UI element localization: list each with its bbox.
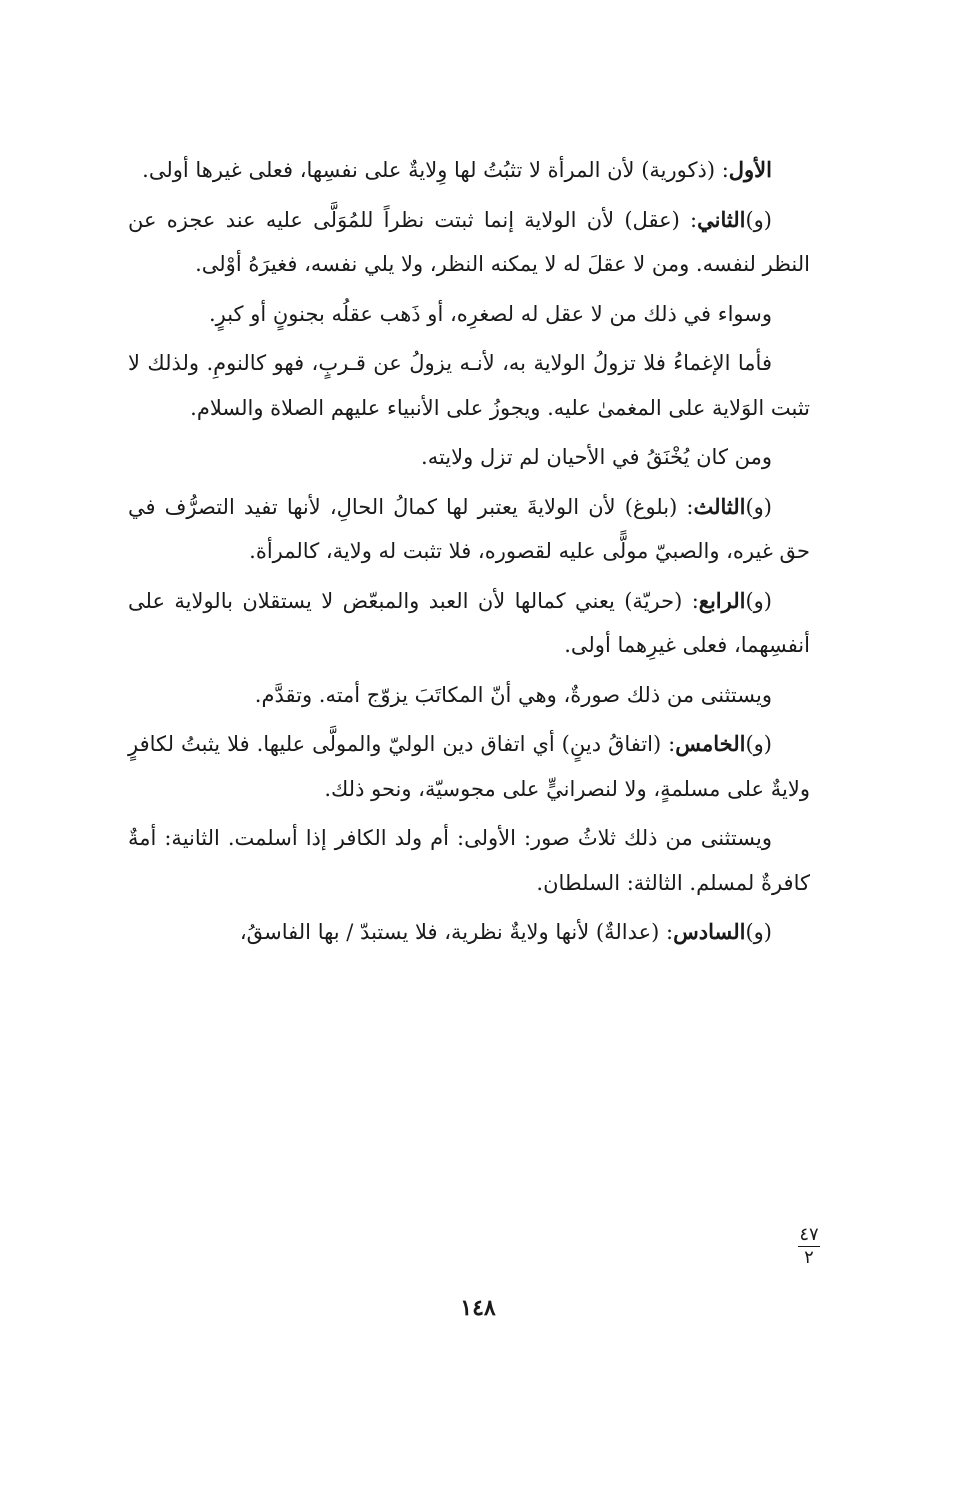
term-label: الثالث xyxy=(693,493,746,519)
paragraph-6 xyxy=(128,485,810,574)
paragraph-text: ويستثنى من ذلك صورةٌ، وهي أنّ المكاتَبَ يزوّج أمته. وتقدَّم. xyxy=(254,682,772,707)
paragraph-7 xyxy=(128,579,810,668)
conjunction-prefix: (و) xyxy=(745,732,772,756)
paragraph-2 xyxy=(128,198,810,287)
term-label: السادس xyxy=(673,919,746,944)
paragraph-text: ويستثنى من ذلك ثلاثُ صور: الأولى: أم ولد الكافر إذا أسلمت. الثانية: أمةٌ كافرةٌ لمسلم. الثالثة: السلطان. xyxy=(128,826,810,895)
page-number: ١٤٨ xyxy=(460,1295,496,1321)
term-label: الخامس xyxy=(675,731,746,756)
conjunction-prefix: (و) xyxy=(745,207,772,232)
term-label: الأول xyxy=(728,157,772,182)
paragraph-text: : (عدالةٌ) لأنها ولايةٌ نظرية، فلا يستبدّ / بها الفاسقُ، xyxy=(239,920,674,944)
paragraph-text: : (عقل) لأن الولاية إنما ثبتت نظراً للمُوَلَّى عليه عند عجزه عن النظر لنفسه. ومن لا عقلَ له لا يمكنه النظر، ولا يلي نفسه، فغيرَهُ أوْلى. xyxy=(128,207,810,276)
body-text xyxy=(128,148,810,960)
paragraph-11 xyxy=(128,910,810,955)
paragraph-1 xyxy=(128,148,810,193)
conjunction-prefix: (و) xyxy=(745,920,772,944)
margin-ref-bottom: ٢ xyxy=(804,1247,814,1268)
conjunction-prefix: (و) xyxy=(745,494,772,519)
term-label: الثاني xyxy=(697,206,746,232)
paragraph-text: وسواء في ذلك من لا عقل له لصغرِه، أو ذَهب عقلُه بجنونٍ أو كبرٍ. xyxy=(208,301,772,326)
paragraph-text: : (حريّة) يعني كمالها لأن العبد والمبعّض لا يستقلان بالولاية على أنفسِهما، فعلى غيرِهما أولى. xyxy=(128,588,810,657)
paragraph-text: : (بلوغ) لأن الولايةَ يعتبر لها كمالُ الحالِ، لأنها تفيد التصرُّف في حق غيره، والصبيّ مولًّى عليه لقصوره، فلا تثبت له ولاية، كالمرأة. xyxy=(128,494,810,563)
paragraph-text: : (اتفاقُ دينٍ) أي اتفاق دين الوليّ والمولَّى عليها. فلا يثبتُ لكافرٍ ولايةٌ على مسلمةٍ، ولا لنصرانيٍّ على مجوسيّة، ونحو ذلك. xyxy=(128,732,810,801)
margin-ref-top: ٤٧ xyxy=(799,1224,819,1245)
term-label: الرابع xyxy=(698,587,746,613)
paragraph-text: فأما الإغماءُ فلا تزولُ الولاية به، لأنـه يزولُ عن قـربٍ، فهو كالنومِ. ولذلك لا تثبت الوَلاية على المغمىٰ عليه. ويجوزُ على الأنبياء عليهم الصلاة والسلام. xyxy=(128,351,810,420)
paragraph-9 xyxy=(128,722,810,811)
paragraph-8 xyxy=(128,673,810,718)
paragraph-5 xyxy=(128,435,810,480)
paragraph-4 xyxy=(128,341,810,430)
paragraph-3 xyxy=(128,292,810,337)
paragraph-10 xyxy=(128,816,810,905)
margin-page-reference xyxy=(794,1226,824,1267)
paragraph-text: : (ذكورية) لأن المرأة لا تثبُتُ لها وِلايةٌ على نفسِها، فعلى غيرها أولى. xyxy=(142,158,729,182)
conjunction-prefix: (و) xyxy=(745,588,772,613)
paragraph-text: ومن كان يُخْنَقُ في الأحيان لم تزل ولايته. xyxy=(421,445,772,469)
